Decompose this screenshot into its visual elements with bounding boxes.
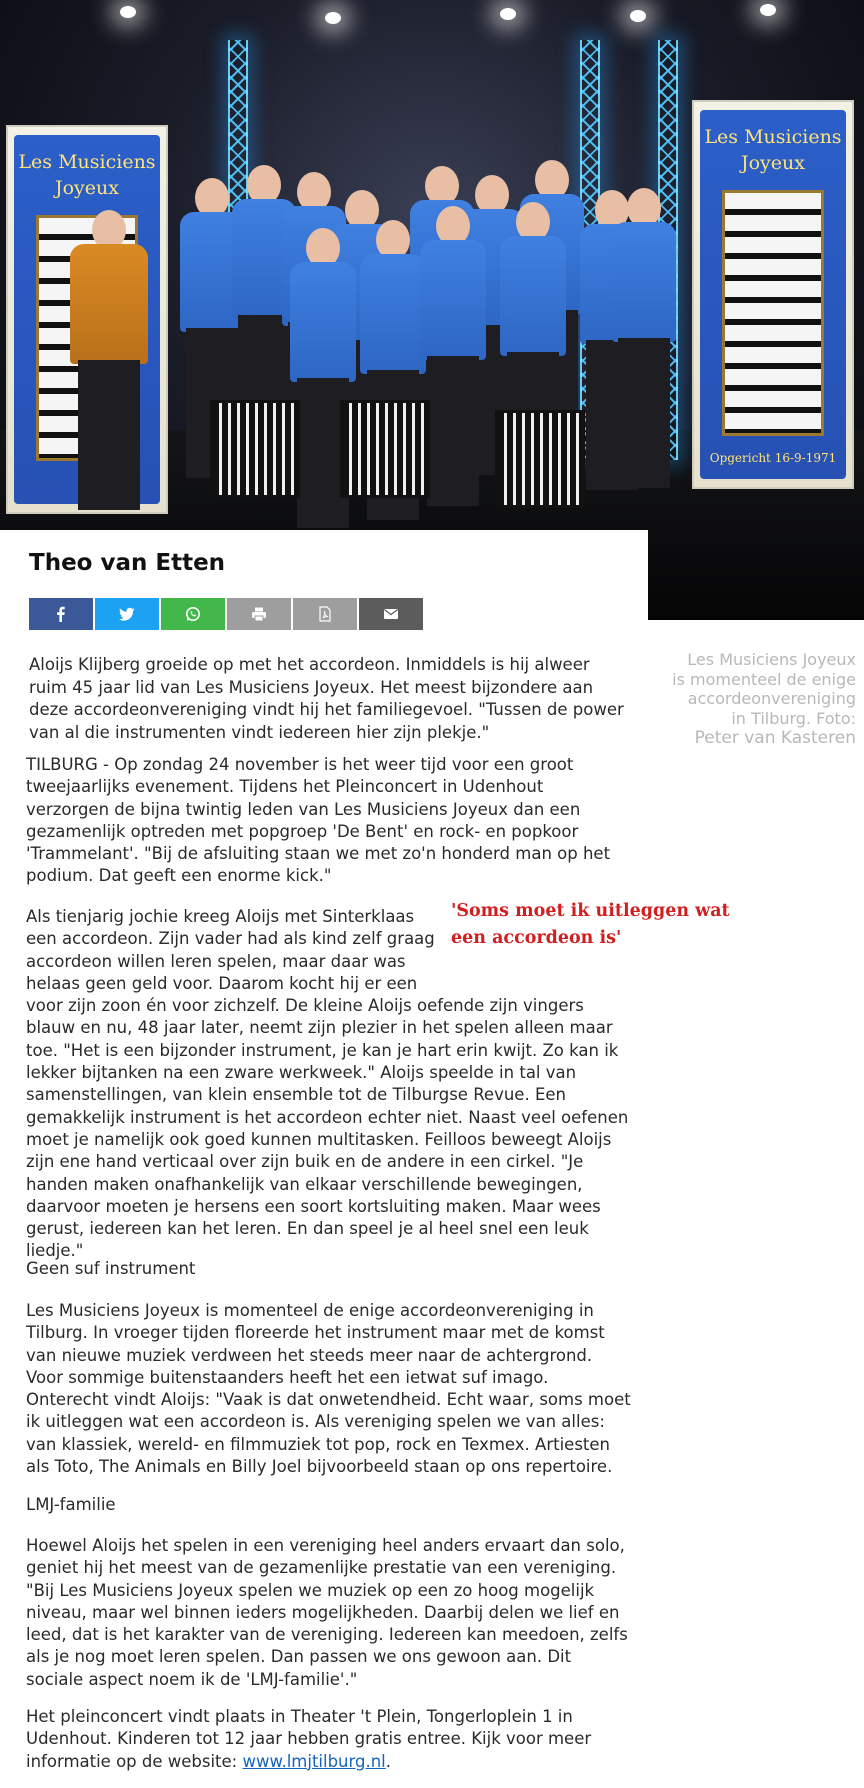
- group-member: [612, 188, 676, 488]
- whatsapp-share-button[interactable]: [161, 598, 225, 630]
- paragraph-text: Het pleinconcert vindt plaats in Theater 't Plein, Tongerloplein 1 in Udenhout. Kinderen tot 12 jaar hebben gratis entree. Kijk voor meer informatie op de website:: [26, 1707, 592, 1771]
- email-share-button[interactable]: [359, 598, 423, 630]
- mail-icon: [383, 606, 399, 622]
- article-paragraph: TILBURG - Op zondag 24 november is het weer tijd voor een groot tweejaarlijks evenement. Tijdens het Pleinconcert in Udenhout verzorgen de bijna twintig leden van Les Musiciens Joyeux dan een gezamenlijk optreden met popgroep 'De Bent' en rock- en popkoor 'Trammelant'. "Bij de afsluiting staan we met zo'n honderd man op het podium. Dat geeft een enorme kick.": [26, 755, 611, 886]
- hero-photo: [0, 0, 864, 620]
- article-paragraph: Les Musiciens Joyeux is momenteel de enige accordeonvereniging in Tilburg. In vroeger tijden floreerde het instrument maar met de komst van nieuwe muziek verdween het steeds meer naar de achtergrond. Voor sommige buitenstaanders heeft het een ietwat suf imago. Onterecht vindt Aloijs: "Vaak is dat onwetendheid. Echt waar, soms moet ik uitleggen wat een accordeon is. Als vereniging spelen we van alles: van klassiek, wereld- en filmmuziek tot pop, rock en Texmex. Artiesten als Toto, The Animals en Billy Joel bijvoorbeeld staan op ons repertoire.: [26, 1301, 631, 1477]
- stage-light: [325, 12, 341, 24]
- caption-text: Les Musiciens Joyeux is momenteel de enige accordeonvereniging in Tilburg. Foto:: [672, 650, 856, 728]
- pdf-button[interactable]: [293, 598, 357, 630]
- banner-footer: Opgericht 16-9-1971: [709, 451, 837, 465]
- keyboard-graphic: [722, 190, 824, 436]
- paragraph-line: accordeon willen leren spelen, maar daar was: [26, 951, 406, 971]
- twitter-share-button[interactable]: [95, 598, 159, 630]
- paragraph-line: helaas geen geld voor. Daarom kocht hij er een: [26, 973, 418, 993]
- article-card: [0, 530, 730, 1788]
- pull-quote: 'Soms moet ik uitleggen wat een accordeon is': [451, 901, 730, 948]
- host-person: [70, 210, 148, 530]
- caption-credit: Peter van Kasteren: [694, 728, 856, 748]
- article-intro: Aloijs Klijberg groeide op met het accordeon. Inmiddels is hij alweer ruim 45 jaar lid van Les Musiciens Joyeux. Het meest bijzondere aan deze accordeonvereniging vindt hij het familiegevoel. "Tussen de power van al die instrumenten vindt iedereen hier zijn plekje.": [29, 655, 624, 742]
- facebook-icon: [53, 606, 69, 622]
- article-title: Theo van Etten: [29, 550, 226, 576]
- banner-left-title: Les Musiciens Joyeux: [18, 151, 156, 199]
- stage-light: [120, 6, 136, 18]
- pdf-icon: [317, 606, 333, 622]
- twitter-icon: [119, 606, 135, 622]
- article-paragraph: [26, 906, 631, 1263]
- whatsapp-icon: [185, 606, 201, 622]
- paragraph-line: een accordeon. Zijn vader had als kind zelf graag: [26, 929, 435, 949]
- accordion: [210, 400, 300, 498]
- share-bar: [29, 598, 423, 630]
- paragraph-line: Als tienjarig jochie kreeg Aloijs met Sinterklaas: [26, 907, 415, 926]
- paragraph-text: .: [385, 1751, 392, 1771]
- stage-light: [500, 8, 516, 20]
- banner-right-title: Les Musiciens Joyeux: [704, 126, 842, 174]
- article-paragraph: Hoewel Aloijs het spelen in een vereniging heel anders ervaart dan solo, geniet hij het meest van de gezamenlijke prestatie van een vereniging. "Bij Les Musiciens Joyeux spelen we muziek op een zo hoog mogelijk niveau, maar wel binnen ieders mogelijkheden. Daarbij delen we lief en leed, dat is het karakter van de vereniging. Iedereen kan meedoen, zelfs als je nog moet leren spelen. Dan passen we ons gewoon aan. Dit sociale aspect noem ik de 'LMJ-familie'.": [26, 1536, 628, 1689]
- section-heading: Geen suf instrument: [26, 1259, 196, 1278]
- print-button[interactable]: [227, 598, 291, 630]
- website-link[interactable]: www.lmjtilburg.nl: [242, 1751, 386, 1771]
- stage-light: [630, 10, 646, 22]
- facebook-share-button[interactable]: [29, 598, 93, 630]
- print-icon: [251, 606, 267, 622]
- photo-caption: [672, 650, 856, 749]
- stage-light: [760, 4, 776, 16]
- banner-right: [692, 100, 854, 489]
- paragraph-text: voor zijn zoon én voor zichzelf. De kleine Aloijs oefende zijn vingers blauw en nu, 48 jaar later, neemt zijn plezier in het spelen alleen maar toe. "Het is een bijzonder instrument, je kan je hart erin kwijt. Zo kan ik lekker bijtanken na een zware werkweek." Aloijs speelde in tal van samenstellingen, van klein ensemble tot de Tilburgse Revue. Een gemakkelijk instrument is het accordeon echter niet. Naast veel oefenen moet je namelijk ook goed kunnen multitasken. Feilloos beweegt Aloijs zijn ene hand verticaal over zijn buik en de andere in een cirkel. "Je handen maken onafhankelijk van elkaar verschillende bewegingen, daarvoor moeten je hersens een soort kortsluiting maken. Maar wees gerust, iedereen kan het leren. En dan speel je al heel snel een leuk liedje.": [26, 996, 629, 1261]
- accordion: [340, 400, 430, 498]
- section-heading: LMJ-familie: [26, 1495, 116, 1514]
- accordion: [495, 410, 585, 508]
- article-paragraph: [26, 1706, 631, 1773]
